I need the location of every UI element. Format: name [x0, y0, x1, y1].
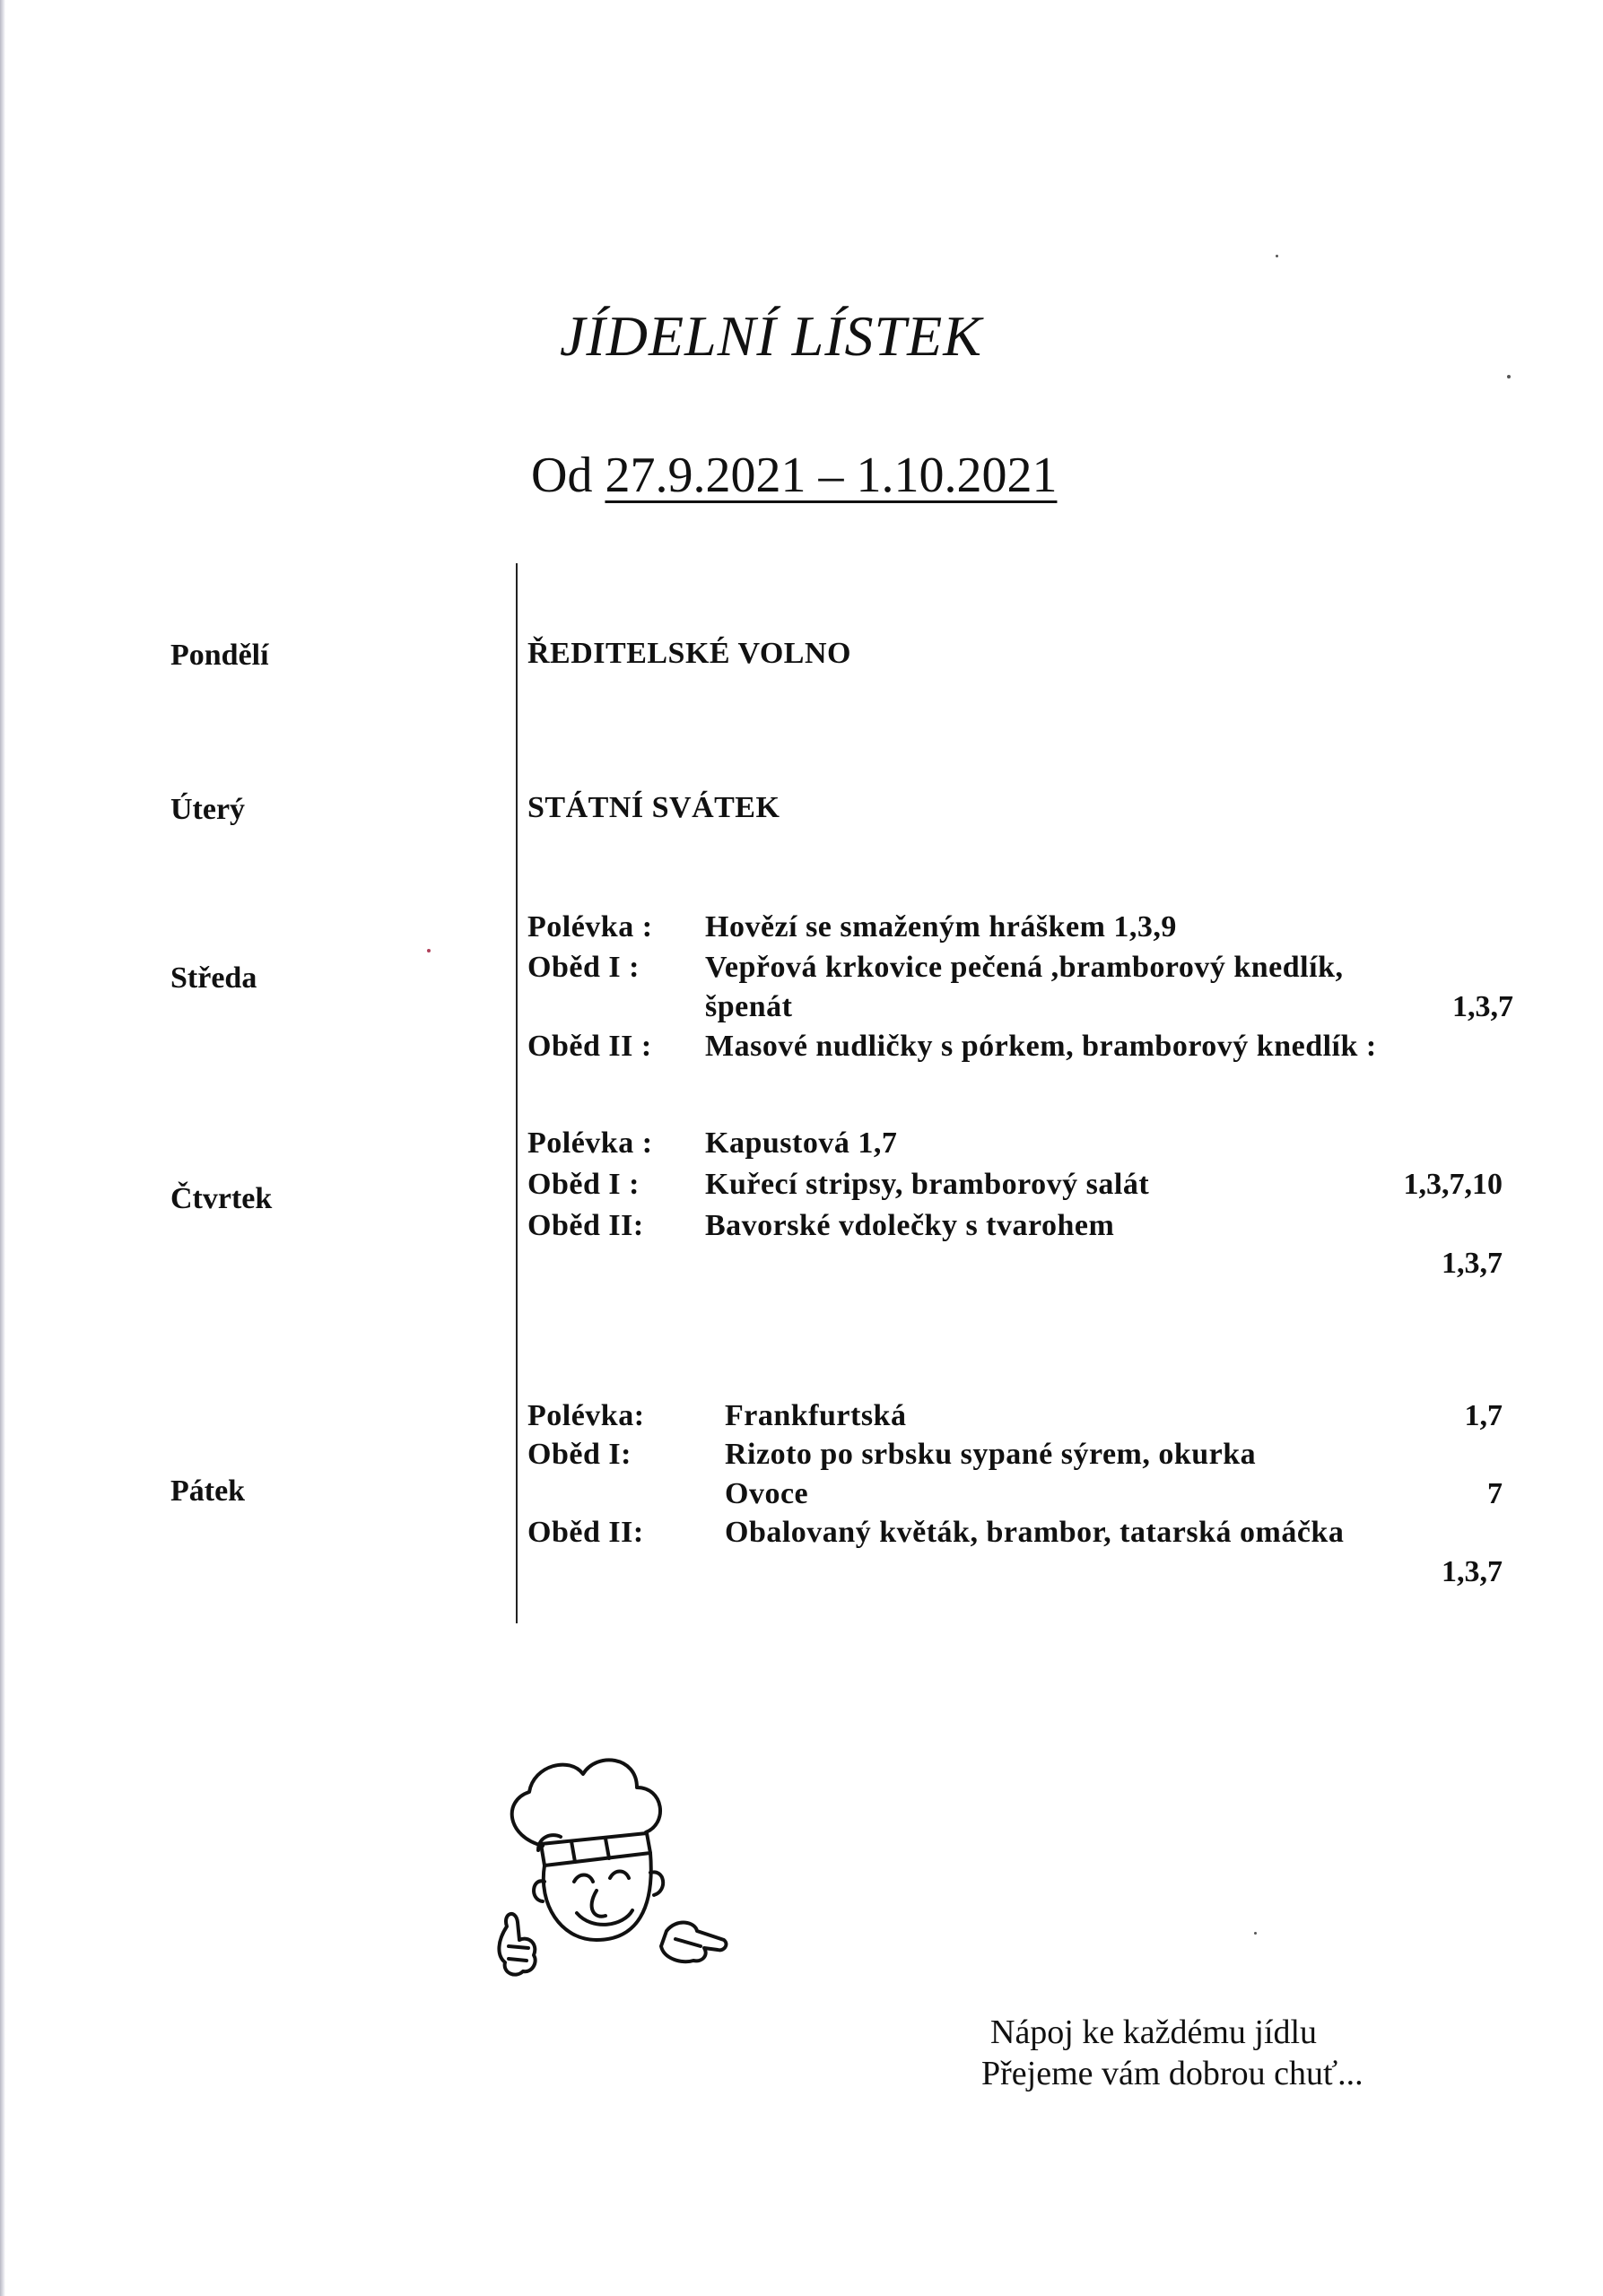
day-pondeli: Pondělí	[170, 639, 269, 672]
streda-label-3: Oběd II :	[527, 1030, 652, 1063]
ctvrtek-label-1: Polévka :	[527, 1126, 653, 1160]
footer-line-2: Přejeme vám dobrou chuť...	[981, 2055, 1363, 2092]
patek-allergens-1: 1,7	[1464, 1399, 1503, 1432]
ctvrtek-allergens-2: 1,3,7,10	[1403, 1168, 1503, 1201]
patek-dish-3: Obalovaný květák, brambor, tatarská omáčka	[725, 1516, 1345, 1549]
day-utery: Úterý	[170, 793, 246, 826]
scan-speck	[427, 949, 431, 952]
streda-dish-2: Vepřová krkovice pečená ,bramborový knedlík,	[705, 951, 1344, 984]
scan-edge	[0, 0, 5, 2296]
patek-label-2: Oběd I:	[527, 1438, 632, 1471]
patek-dish-2: Rizoto po srbsku sypané sýrem, okurka	[725, 1438, 1257, 1471]
date-range	[531, 447, 1057, 504]
chef-icon	[489, 1747, 731, 1980]
date-range-value: 27.9.2021 – 1.10.2021	[605, 448, 1058, 503]
ctvrtek-allergens-3: 1,3,7	[1442, 1247, 1503, 1280]
day-streda: Středa	[170, 961, 257, 995]
streda-dish-1: Hovězí se smaženým hráškem 1,3,9	[705, 910, 1177, 944]
utery-note: STÁTNÍ SVÁTEK	[527, 791, 780, 824]
patek-allergens-2: 7	[1487, 1477, 1503, 1510]
streda-label-2: Oběd I :	[527, 951, 640, 984]
streda-dish-3: Masové nudličky s pórkem, bramborový knedlík :	[705, 1030, 1377, 1063]
streda-allergens-2: 1,3,7	[1452, 990, 1513, 1023]
patek-label-1: Polévka:	[527, 1399, 645, 1432]
ctvrtek-dish-3: Bavorské vdolečky s tvarohem	[705, 1209, 1115, 1242]
column-divider	[516, 563, 518, 1623]
pondeli-note: ŘEDITELSKÉ VOLNO	[527, 637, 851, 670]
ctvrtek-label-3: Oběd II:	[527, 1209, 644, 1242]
date-prefix: Od	[531, 448, 593, 503]
menu-title: JÍDELNÍ LÍSTEK	[560, 304, 982, 368]
footer-line-1: Nápoj ke každému jídlu	[990, 2013, 1318, 2051]
patek-dish-2-cont: Ovoce	[725, 1477, 809, 1510]
ctvrtek-label-2: Oběd I :	[527, 1168, 640, 1201]
streda-dish-2-cont: špenát	[705, 990, 793, 1023]
patek-dish-1: Frankfurtská	[725, 1399, 907, 1432]
day-patek: Pátek	[170, 1474, 246, 1508]
patek-label-3: Oběd II:	[527, 1516, 644, 1549]
day-ctvrtek: Čtvrtek	[170, 1182, 273, 1215]
scan-speck	[1254, 1932, 1257, 1935]
ctvrtek-dish-1: Kapustová 1,7	[705, 1126, 898, 1160]
scan-speck	[1276, 255, 1278, 257]
streda-label-1: Polévka :	[527, 910, 653, 944]
scan-speck	[1507, 375, 1511, 378]
ctvrtek-dish-2: Kuřecí stripsy, bramborový salát	[705, 1168, 1150, 1201]
patek-allergens-3: 1,3,7	[1442, 1555, 1503, 1588]
